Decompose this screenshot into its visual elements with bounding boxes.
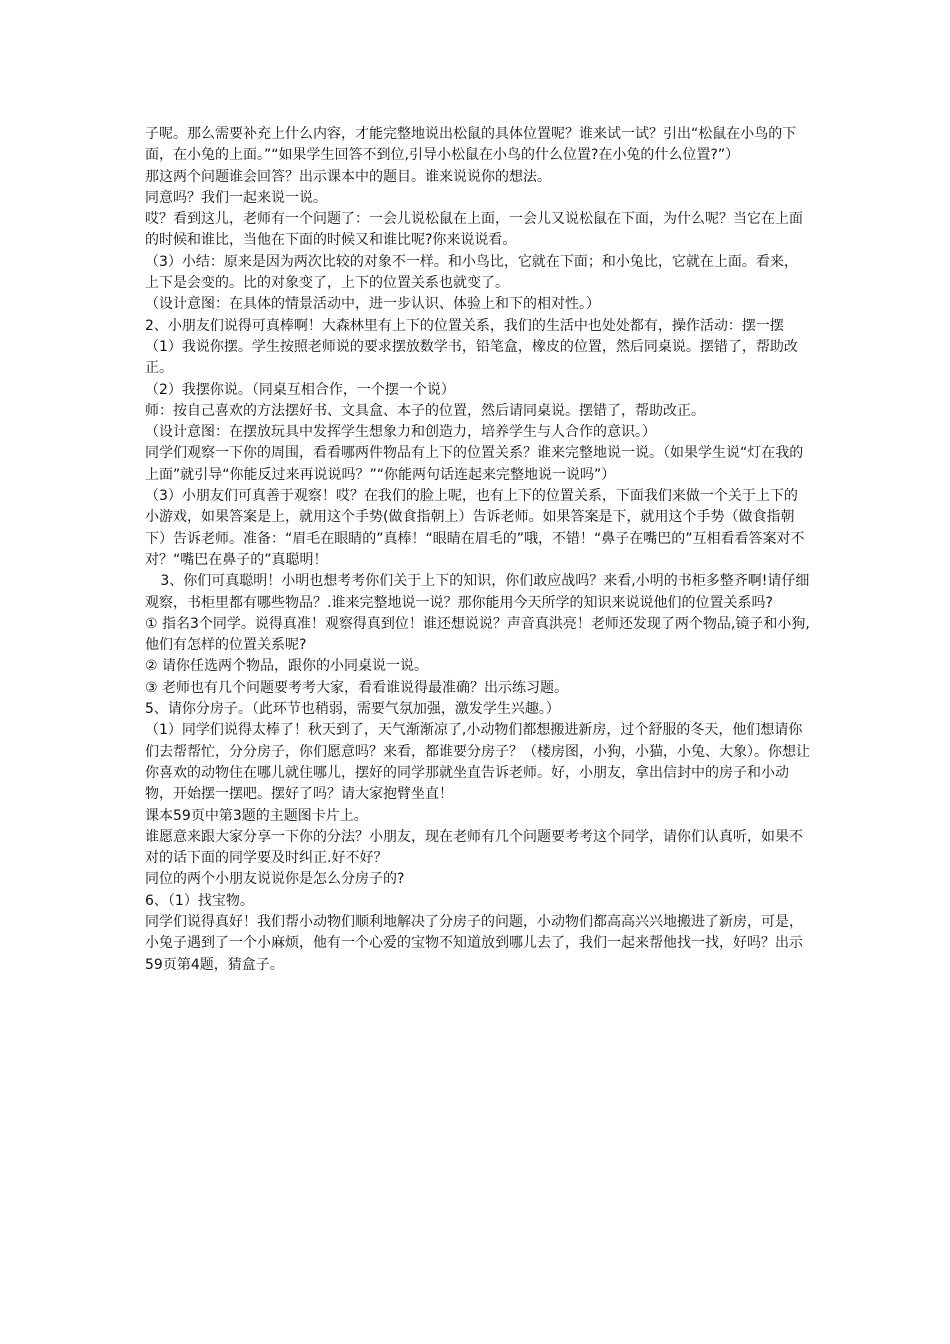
paragraph-bookshelf: 3、你们可真聪明！小明也想考考你们关于上下的知识，你们敢应战吗？来看,小明的书柜多整齐啊!请仔细观察，书柜里都有哪些物品？.谁来完整地说一说？那你能用今天所学的知识来说说他们的位置关系吗?	[145, 573, 810, 611]
paragraph-find-treasure: 6、（1）找宝物。	[145, 892, 254, 909]
paragraph-face-game: （3）小朋友们可真善于观察！哎？在我们的脸上呢，也有上下的位置关系，下面我们来做一个关于上下的小游戏，如果答案是上，就用这个手势(做食指朝上）告诉老师。如果答案是下，就用这个手势（做食指朝下）告诉老师。准备：“眉毛在眼睛的”真棒！“眼睛在眉毛的”哦，不错！“鼻子在嘴巴的”互相看看答案对不对？“嘴巴在鼻子的”真聪明！	[145, 488, 805, 568]
paragraph-textbook-page: 课本59页中第3题的主题图卡片上。	[145, 807, 368, 824]
paragraph-i-arrange-you-say: （2）我摆你说。（同桌互相合作，一个摆一个说）	[145, 381, 455, 398]
paragraph-circled-3: ③ 老师也有几个问题要考考大家，看看谁说得最准确？出示练习题。	[145, 679, 568, 696]
paragraph-agree: 同意吗？我们一起来说一说。	[145, 189, 327, 206]
paragraph-rabbit-treasure: 同学们说得真好！我们帮小动物们顺利地解决了分房子的问题，小动物们都高高兴兴地搬进了新房，可是，小兔子遇到了一个小麻烦，他有一个心爱的宝物不知道放到哪儿去了，我们一起来帮他找一找，好吗？出示59页第4题，猜盒子。	[145, 913, 803, 973]
paragraph-squirrel-position: 子呢。那么需要补充上什么内容，才能完整地说出松鼠的具体位置呢？谁来试一试？引出“松鼠在小鸟的下面，在小兔的上面。”“如果学生回答不到位,引导小松鼠在小鸟的什么位置?在小兔的什么位置?”）	[145, 126, 797, 164]
paragraph-circled-1: ① 指名3个同学。说得真准！观察得真到位！谁还想说说？声音真洪亮！老师还发现了两个物品,镜子和小狗,他们有怎样的位置关系呢?	[145, 615, 810, 654]
paragraph-assign-houses: 5、请你分房子。（此环节也稍弱，需要气氛加强，激发学生兴趣。）	[145, 701, 560, 718]
paragraph-teacher-instruction: 师：按自己喜欢的方法摆好书、文具盒、本子的位置，然后请同桌说。摆错了，帮助改正。	[145, 402, 705, 419]
paragraph-summary: （3）小结：原来是因为两次比较的对象不一样。和小鸟比，它就在下面；和小兔比，它就在上面。看来，上下是会变的。比的对象变了，上下的位置关系也就变了。	[145, 253, 798, 292]
paragraph-two-questions: 那这两个问题谁会回答？出示课本中的题目。谁来说说你的想法。	[145, 168, 551, 185]
paragraph-design-intent-1: （设计意图：在具体的情景活动中，进一步认识、体验上和下的相对性。）	[145, 296, 600, 313]
paragraph-activity-arrange: 2、小朋友们说得可真棒啊！大森林里有上下的位置关系，我们的生活中也处处都有，操作活动：摆一摆	[145, 317, 784, 334]
paragraph-autumn-houses: （1）同学们说得太棒了！秋天到了，天气渐渐凉了,小动物们都想搬进新房，过个舒服的冬天，他们想请你们去帮帮忙，分分房子，你们愿意吗？来看，都谁要分房子？（楼房图，小狗，小猫，小兔、大象）。你想让你喜欢的动物住在哪儿就住哪儿，摆好的同学那就坐直告诉老师。好，小朋友，拿出信封中的房子和小动物，开始摆一摆吧。摆好了吗？请大家抱臂坐直！	[145, 722, 810, 803]
document-page	[145, 124, 810, 976]
paragraph-observe-surroundings: 同学们观察一下你的周围，看看哪两件物品有上下的位置关系？谁来完整地说一说。（如果学生说“灯在我的上面”就引导“你能反过来再说说吗？”“你能两句话连起来完整地说一说吗”）	[145, 445, 804, 483]
paragraph-teacher-question: 哎？看到这儿，老师有一个问题了：一会儿说松鼠在上面，一会儿又说松鼠在下面，为什么呢？当它在上面的时候和谁比，当他在下面的时候又和谁比呢?你来说说看。	[145, 211, 803, 249]
paragraph-circled-2: ② 请你任选两个物品，跟你的小同桌说一说。	[145, 658, 428, 675]
paragraph-share-method: 谁愿意来跟大家分享一下你的分法？小朋友，现在老师有几个问题要考考这个同学，请你们认真听，如果不对的话下面的同学要及时纠正.好不好？	[145, 828, 803, 867]
paragraph-design-intent-2: （设计意图：在摆放玩具中发挥学生想象力和创造力，培养学生与人合作的意识。）	[145, 424, 656, 441]
paragraph-i-say-you-arrange: （1）我说你摆。学生按照老师说的要求摆放数学书，铅笔盒，橡皮的位置，然后同桌说。摆错了，帮助改正。	[145, 338, 798, 377]
paragraph-deskmates: 同位的两个小朋友说说你是怎么分房子的?	[145, 871, 405, 888]
